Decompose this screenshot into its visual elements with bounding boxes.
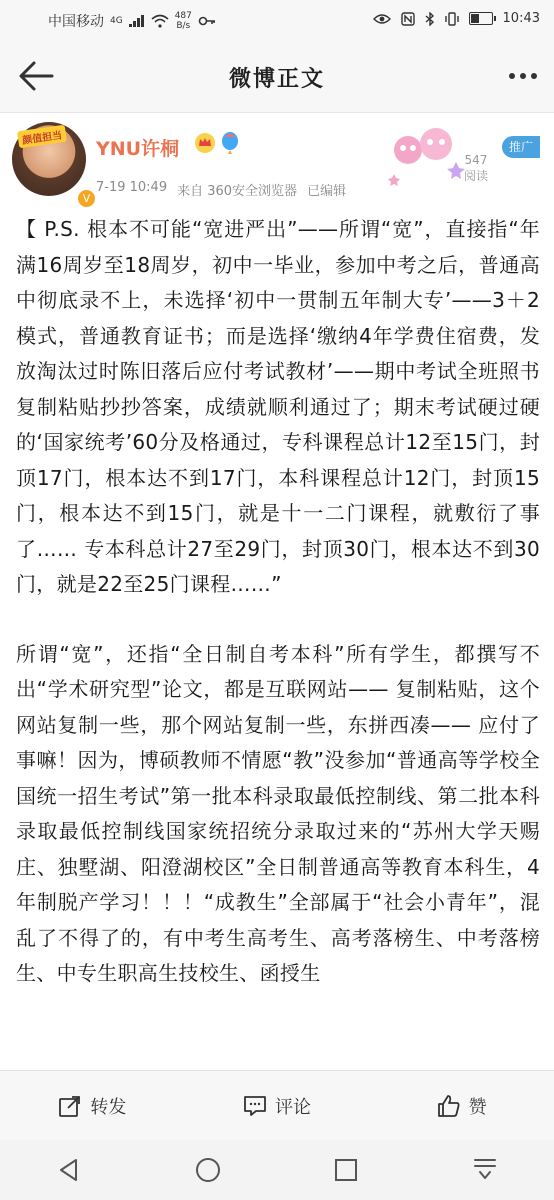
status-right: [373, 11, 540, 26]
repost-label: 转发: [90, 1097, 127, 1118]
comment-icon: [243, 1094, 267, 1118]
comment-button[interactable]: [185, 1071, 370, 1141]
wifi-icon: [151, 14, 169, 28]
avatar-tag: 颜值担当: [17, 125, 67, 149]
top-nav-header: [0, 40, 554, 113]
like-label: 赞: [468, 1097, 487, 1118]
post-paragraph-2: 所谓“宽”，还指“全日制自考本科”所有学生，都撰写不出“学术研究型”论文，都是互联网站—— 复制粘贴，这个网站复制一些，那个网站复制一些，东拼西凑—— 应付了事嘛！因为，博硕教师不情愿“教”没参加“普通高等学校全国统一招生考试”第一批本科录取最低控制线、第二批本科录取最低控制线国家统招统分录取过来的“苏州大学天赐庄、独墅湖、阳澄湖校区”全日制普通高等教育本科生，4年制脱产学习！！！“成教生”全部属于“社会小青年”，混乱了不得了的，有中考生高考生、高考落榜生、中考落榜生、中专生职高生技校生、函授生: [16, 641, 540, 985]
system-nav-bar: [0, 1140, 554, 1200]
vibrate-icon: [445, 12, 459, 26]
views-label: 阅读: [463, 169, 488, 183]
nav-pulldown-icon: [473, 1157, 497, 1183]
speed-unit: B/s: [176, 21, 191, 31]
bluetooth-icon: [425, 12, 435, 26]
post-action-bar: [0, 1070, 554, 1141]
carrier-name: 中国移动: [48, 14, 104, 30]
views-count: 547: [464, 153, 488, 167]
repost-button[interactable]: [0, 1071, 185, 1141]
nfc-icon: [401, 12, 415, 26]
like-button[interactable]: [369, 1071, 554, 1141]
nav-recents-square-icon: [334, 1158, 358, 1182]
thumbs-up-icon: [437, 1094, 461, 1118]
avatar[interactable]: [12, 122, 91, 205]
comment-label: 评论: [275, 1097, 311, 1118]
status-bar: [0, 0, 554, 40]
network-speed: [175, 11, 192, 31]
nav-home-button[interactable]: [188, 1150, 228, 1190]
key-icon: [198, 15, 216, 27]
repost-icon: [58, 1094, 82, 1118]
user-badges: [194, 132, 240, 156]
nav-notification-button[interactable]: [465, 1150, 505, 1190]
nav-recents-button[interactable]: [326, 1150, 366, 1190]
edited-flag[interactable]: 已编辑: [307, 184, 347, 199]
signal-bars-icon: [129, 15, 145, 27]
balloon-badge-icon[interactable]: [220, 132, 240, 156]
verified-badge-icon: V: [76, 188, 97, 209]
post-meta: [96, 180, 346, 199]
post-paragraph-1: 【 P.S. 根本不可能“宽进严出”——所谓“宽”，直接指“年满16周岁至18周岁，初中一毕业，参加中考之后，普通高中彻底录不上，未选择‘初中一贯制五年制大专’——3＋2 模式，普通教育证书；而是选择‘缴纳4年学费住宿费，发放淘汰过时陈旧落后应付考试教材’——期中考试全班照书复制粘贴抄抄答案，成绩就顺利通过了；期末考试硬过硬的‘国家统考’60分及格通过，专科课程总计12至15门，封顶17门，根本达不到17门，本科课程总计12门，封顶15门，根本达不到15门，就是十一二门课程，就敷衍了事了…… 专本科总计27至29门，封顶30门，根本达不到30门，就是22至25门课程……”: [16, 217, 540, 596]
post-content: [16, 212, 540, 1070]
nav-home-circle-icon: [195, 1157, 221, 1183]
promote-badge[interactable]: 推广: [502, 136, 540, 158]
status-left: [48, 11, 216, 31]
battery-icon: [469, 12, 493, 25]
post-header: [0, 112, 554, 208]
speed-value: 487: [174, 11, 192, 21]
more-dots-icon[interactable]: [508, 66, 538, 86]
nav-back-triangle-icon: [56, 1157, 82, 1183]
post-date: 7-19 10:49: [96, 180, 168, 195]
clock-time: 10:43: [502, 11, 540, 26]
page-title: 微博正文: [228, 67, 325, 92]
views-counter: [450, 152, 502, 184]
crown-badge-icon[interactable]: [194, 132, 216, 154]
eye-icon: [373, 13, 391, 25]
nav-back-button[interactable]: [49, 1150, 89, 1190]
network-type: 4G: [110, 16, 123, 26]
post-source: 来自 360安全浏览器: [177, 184, 298, 199]
username[interactable]: YNU许桐: [96, 138, 180, 160]
